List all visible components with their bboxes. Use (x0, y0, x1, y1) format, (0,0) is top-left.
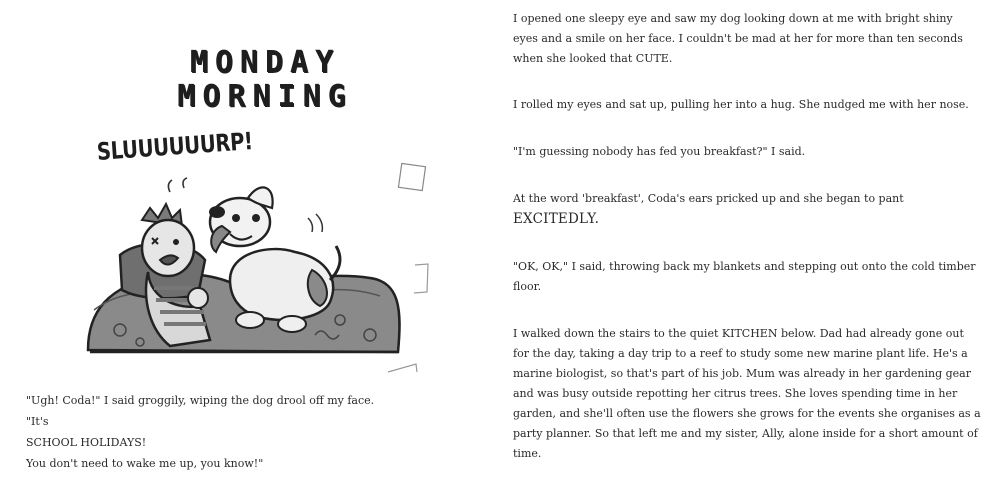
paragraph-2: I rolled my eyes and sat up, pulling her into a hug. She nudged me with her nose. (513, 98, 969, 111)
paragraph-4-text: At the word 'breakfast', Coda's ears pricked up and she began to pant (513, 192, 904, 205)
paragraph-line: You don't need to wake me up, you know!" (26, 457, 264, 470)
emphasis-word: EXCITEDLY. (513, 211, 600, 227)
chapter-title-line1: MONDAY (189, 45, 341, 80)
paragraph-4 (513, 189, 981, 230)
paragraph-line: SCHOOL HOLIDAYS! (26, 436, 147, 449)
left-paragraph (26, 390, 386, 474)
paragraph-line: "Ugh! Coda!" I said groggily, wiping the dog drool off my face. "It's (26, 394, 375, 428)
paragraph-3: "I'm guessing nobody has fed you breakfast?" I said. (513, 145, 806, 158)
floating-frame (414, 264, 428, 293)
paragraph-6: I walked down the stairs to the quiet KITCHEN below. Dad had already gone out for the day, taking a day trip to a reef to study some new marine plant life. He's a marine biologist, so that's part of his job. Mum was already in her gardening gear and was busy outside repotting her citrus trees. She loves spending time in her garden, and she'll often use the flowers she grows for the events she organises as a party planner. So that left me and my sister, Ally, alone inside for a short amount of time. (513, 327, 981, 460)
chapter-title (165, 46, 365, 114)
left-page (0, 0, 500, 472)
paragraph-1: I opened one sleepy eye and saw my dog looking down at me with bright shiny eyes and a smile on her face. I couldn't be mad at her for more than ten seconds when she looked that CUTE. (513, 12, 963, 65)
chapter-title-line2: MORNING (177, 79, 353, 114)
right-page (500, 0, 1000, 472)
floating-frame (388, 364, 417, 372)
sound-effect: SLUUUUUURP! (96, 127, 254, 166)
right-text-body (513, 9, 981, 491)
paragraph-5: "OK, OK," I said, throwing back my blankets and stepping out onto the cold timber floor. (513, 260, 976, 293)
boy-and-dog-illustration (80, 160, 440, 380)
floating-frame (398, 163, 425, 190)
